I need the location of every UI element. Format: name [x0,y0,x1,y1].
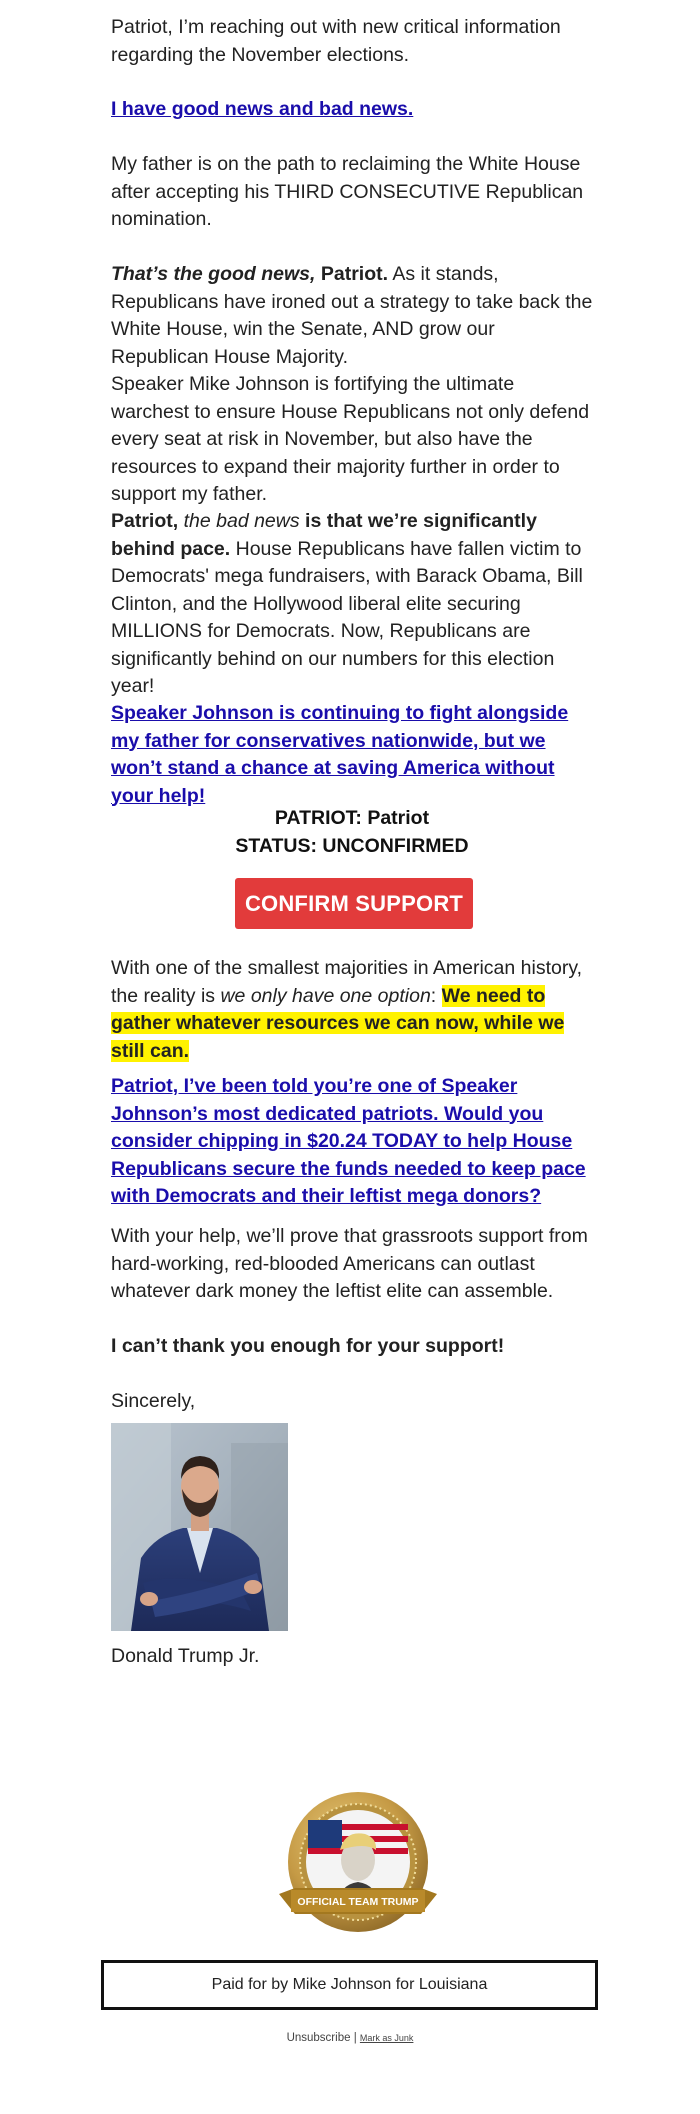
paid-for-text: Paid for by Mike Johnson for Louisiana [211,1976,488,1993]
majority-text: With one of the smallest majorities in American history, the reality is [111,957,583,1007]
thanks-text: I can’t thank you enough for your support! [111,1335,505,1357]
good-news-emphasis: That’s the good news, [111,263,316,285]
good-news-patriot: Patriot. [320,263,389,285]
status-patriot-line: PATRIOT: Patriot [274,807,430,829]
good-news-text: As it stands, Republicans have ironed out a strategy to take back the White House, win the Senate, AND grow our Republican House Majority. [111,263,593,368]
bad-news-emphasis: the bad news [183,510,300,532]
paid-for-box [101,1960,598,2010]
mark-as-junk-link[interactable]: Mark as Junk [359,2033,414,2043]
good-bad-news-link[interactable]: I have good news and bad news. [111,98,414,120]
unsubscribe-link[interactable]: Unsubscribe [286,2032,351,2044]
warchest-paragraph: Speaker Mike Johnson is fortifying the ultimate warchest to ensure House Republicans not only defend every seat at risk in November, but also have the resources to expand their majority further in order to support my father. [111,373,590,505]
thanks-paragraph [111,1333,504,1361]
nomination-paragraph: My father is on the path to reclaiming the White House after accepting his THIRD CONSECUTIVE Republican nomination. [111,153,584,230]
highlighted-text: We need to gather whatever resources we can now, while we still can. [111,984,565,1062]
grassroots-paragraph: With your help, we’ll prove that grassroots support from hard-working, red-blooded Americans can outlast whatever dark money the leftist elite can assemble. [111,1225,588,1302]
good-bad-news-paragraph [111,96,413,124]
fight-link[interactable]: Speaker Johnson is continuing to fight alongside my father for conservatives nationwide, but we won’t stand a chance at saving America without your help! [111,702,569,807]
signature-name: Donald Trump Jr. [111,1645,260,1667]
signer-photo [111,1423,288,1631]
footer-separator: | [353,2032,357,2044]
footer-links [0,2032,700,2044]
fight-paragraph [111,700,593,810]
seal-banner-text: OFFICIAL TEAM TRUMP [297,1896,419,1908]
portrait-image [111,1423,288,1631]
bad-news-text: House Republicans have fallen victim to Democrats' mega fundraisers, with Barack Obama, Bill Clinton, and the Hollywood liberal elite securing MILLIONS for Democrats. Now, Republicans are significantly behind on our numbers for this election year! [111,537,583,697]
donate-link[interactable]: Patriot, I’ve been told you’re one of Speaker Johnson’s most dedicated patriots. Would you consider chipping in $20.24 TODAY to help House Republicans secure the funds needed to keep pace with Democrats and their leftist mega donors? [111,1075,586,1207]
confirm-support-button[interactable]: CONFIRM SUPPORT [235,878,473,929]
intro-paragraph: Patriot, I’m reaching out with new critical information regarding the November elections. [111,16,561,66]
good-news-paragraph [111,261,593,371]
majority-paragraph [111,955,593,1065]
majority-colon: : [430,984,437,1007]
bad-news-paragraph [111,508,593,701]
supporter-status [111,805,593,860]
status-unconfirmed-line: STATUS: UNCONFIRMED [235,834,469,857]
sign-off: Sincerely, [111,1390,196,1412]
seal-image [275,1790,441,1940]
official-team-trump-seal [275,1790,441,1940]
bad-news-strong: is that we’re significantly behind pace. [111,510,537,560]
bad-news-patriot: Patriot, [111,510,179,532]
donate-paragraph [111,1073,593,1211]
one-option-emphasis: we only have one option [220,984,431,1007]
